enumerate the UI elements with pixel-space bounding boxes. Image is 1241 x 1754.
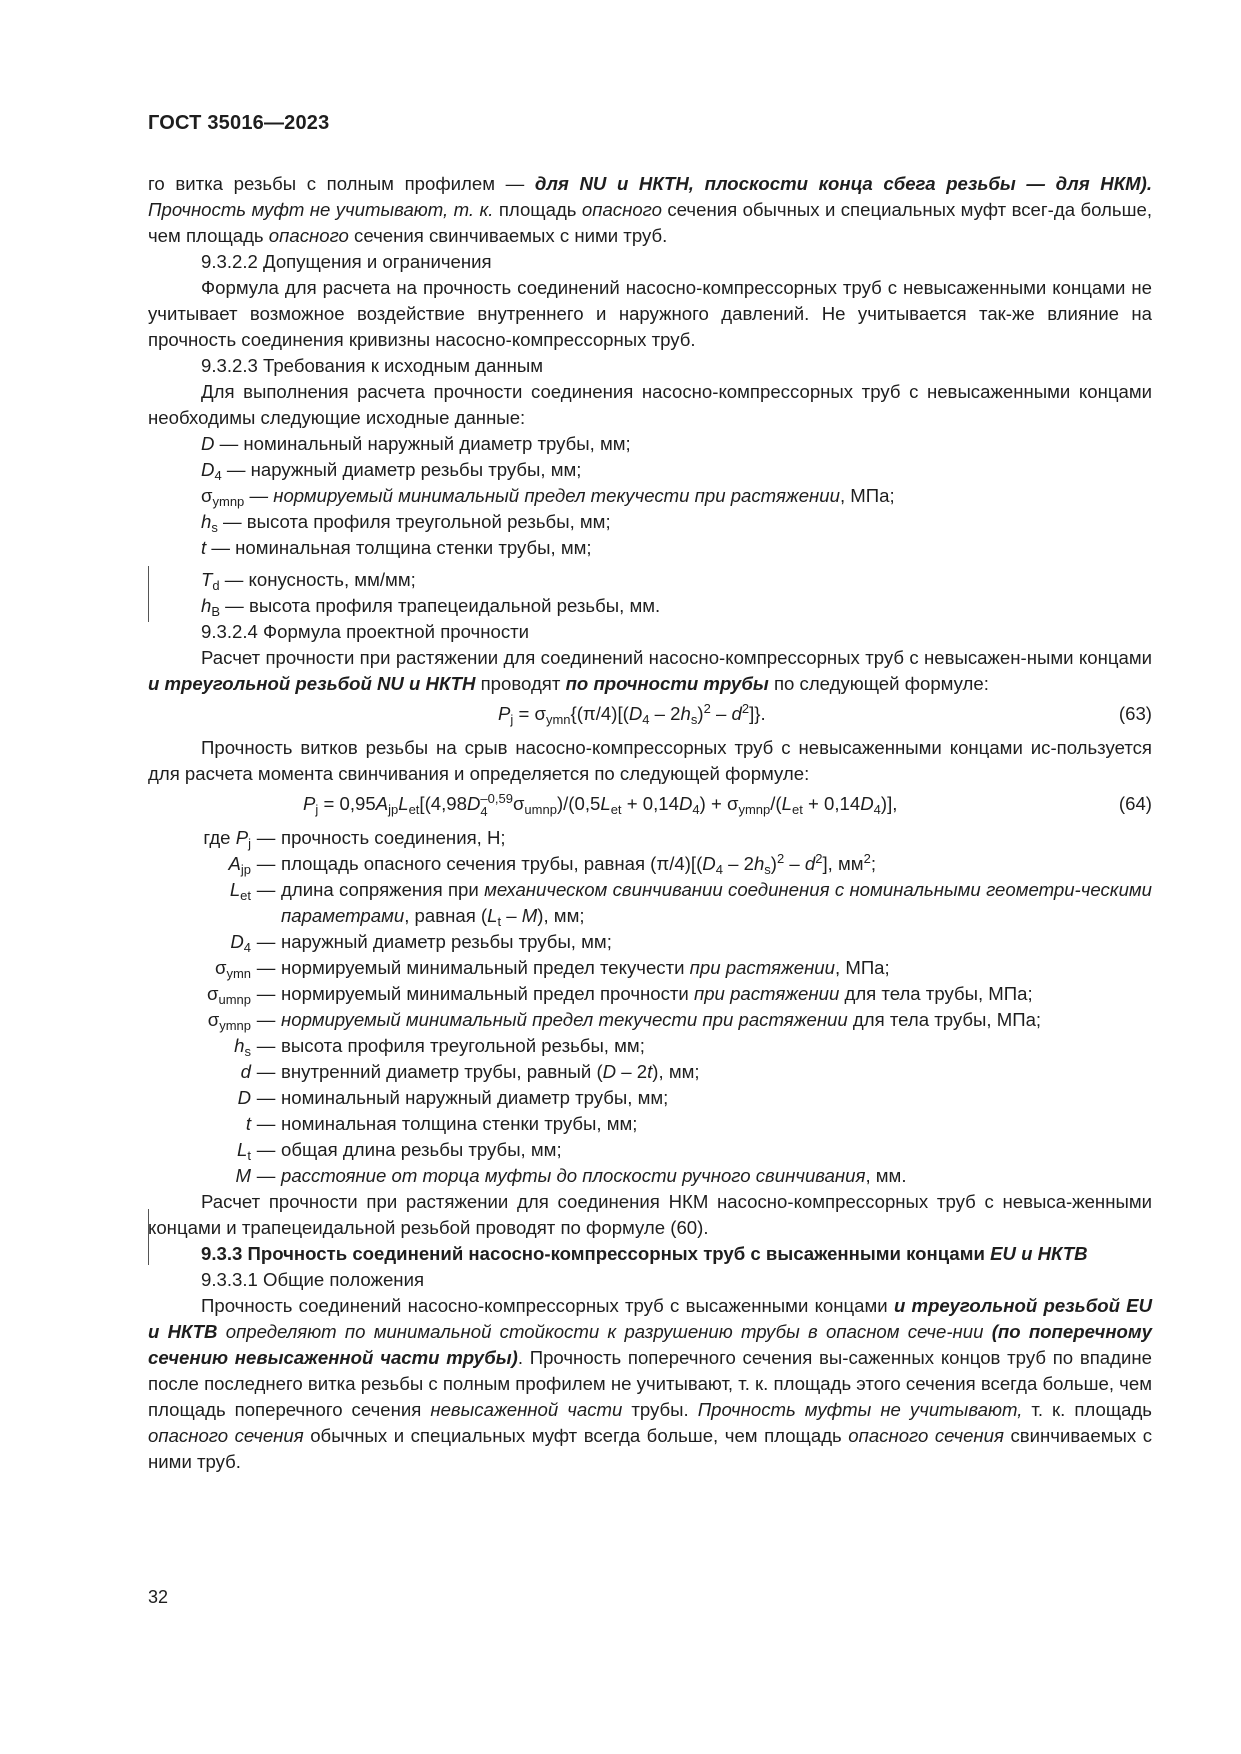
document-body <box>148 171 1152 1475</box>
input-item: D — номинальный наружный диаметр трубы, мм; <box>201 433 631 454</box>
definition-item: $h_s$ — высота профиля треугольной резьбы, мм; <box>234 1035 645 1059</box>
definition-item: $\sigma_{umnp}$ — нормируемый минимальный предел прочности при растяжении для тела трубы, МПа; <box>206 983 1033 1007</box>
definition-item: $A_{jp}$ — площадь опасного сечения трубы, равная $(\pi/4)[(D_4 - 2h_s)^2 - d^2]$, $мм^2$; <box>228 851 876 877</box>
paragraph: Прочность соединений насосно-компрессорных труб с высаженными концами и треугольной резьбой EU и НКТВ определяют по минимальной стойкости к разрушению трубы в опасном сече-нии (по поперечному сечению невысаженной части трубы). Прочность поперечного сечения вы-саженных концов труб по впадине после последнего витка резьбы с полным профилем не учитывают, т. к. площадь этого сечения всегда больше, чем площадь поперечного сечения невысаженной части трубы. Прочность муфты не учитывают, т. к. площадь опасного сечения обычных и специальных муфт всегда больше, чем площадь опасного сечения свинчиваемых с ними труб. <box>148 1295 1153 1472</box>
definition-item: M — расстояние от торца муфты до плоскости ручного свинчивания, мм. <box>235 1165 907 1186</box>
formula-63 <box>148 697 1152 731</box>
subsection-heading: 9.3.3.1 Общие положения <box>201 1269 425 1290</box>
definition-item: t — номинальная толщина стенки трубы, мм; <box>245 1113 638 1134</box>
definition-item: где $P_j$ — прочность соединения, Н; <box>203 827 506 851</box>
definition-item: $\sigma_{ymn}$ — нормируемый минимальный предел текучести при растяжении, МПа; <box>214 957 890 981</box>
paragraph: Расчет прочности при растяжении для соединений насосно-компрессорных труб с невысажен-ными концами и треугольной резьбой NU и НКТН проводят по прочности трубы по следующей формуле: <box>148 647 1152 694</box>
subsection-heading: 9.3.2.3 Требования к исходным данным <box>201 355 544 376</box>
paragraph: Расчет прочности при растяжении для соединения НКМ насосно-компрессорных труб с невыса-женными концами и трапецеидальной резьбой проводят по формуле (60). <box>148 1191 1152 1238</box>
subsection-heading: 9.3.2.4 Формула проектной прочности <box>201 621 530 642</box>
input-item: $h_s$ — высота профиля треугольной резьбы, мм; <box>201 511 611 535</box>
definition-item: $L_{et}$ — длина сопряжения при механическом свинчивании соединения с номинальными геометри-ческими параметрами, равная $(L_t - M)$, мм; <box>229 879 1152 929</box>
paragraph: го витка резьбы с полным профилем — для NU и НКТН, плоскости конца сбега резьбы — для НКМ). Прочность муфт не учитывают, т. к. площадь опасного сечения обычных и специальных муфт всег-да больше, чем площадь опасного сечения свинчиваемых с ними труб. <box>148 173 1152 246</box>
equation-number: (63) <box>1118 703 1152 724</box>
document-header: ГОСТ 35016—2023 <box>148 112 330 134</box>
formula-64 <box>148 787 1152 821</box>
symbol-definitions <box>148 825 1152 1189</box>
formula-expression: $P_j = 0,95A_{jp}L_{et}[(4,98D$ –0,59 4 $\sigma_{umnp})/(0,5L_{et} + 0,14D_4) + \sigma_{ymnp}/(L_{et} + 0,14D_4)$], <box>303 791 898 819</box>
paragraph: Прочность витков резьбы на срыв насосно-компрессорных труб с невысаженными концами ис-пользуется для расчета момента свинчивания и определяется по следующей формуле: <box>148 737 1152 784</box>
paragraph: Для выполнения расчета прочности соединения насосно-компрессорных труб с невысаженными концами необходимы следующие исходные данные: <box>148 381 1152 428</box>
paragraph: Формула для расчета на прочность соединений насосно-компрессорных труб с невысаженными концами не учитывает возможное воздействие внутреннего и наружного давлений. Не учитывается так-же влияние на прочность соединения кривизны насосно-компрессорных труб. <box>148 277 1152 350</box>
input-item: $T_d$ — конусность, мм/мм; <box>201 569 416 593</box>
subsection-heading: 9.3.2.2 Допущения и ограничения <box>201 251 492 272</box>
input-item: t — номинальная толщина стенки трубы, мм; <box>201 537 592 558</box>
formula-expression: $P_j = \sigma_{ymn}\{(\pi/4)[(D_4 - 2h_s)^2 - d^2]\}$. <box>498 701 766 727</box>
definition-item: $\sigma_{ymnp}$ — нормируемый минимальный предел текучести при растяжении для тела трубы, МПа; <box>207 1009 1042 1033</box>
definition-item: $L_t$ — общая длина резьбы трубы, мм; <box>237 1139 562 1163</box>
definition-item: d — внутренний диаметр трубы, равный (D – 2t), мм; <box>240 1061 700 1082</box>
definition-item: D — номинальный наружный диаметр трубы, мм; <box>237 1087 669 1108</box>
input-item: $\sigma_{ymnp}$ — нормируемый минимальный предел текучести при растяжении, МПа; <box>201 485 895 509</box>
page-number: 32 <box>148 1587 169 1607</box>
section-heading: 9.3.3 Прочность соединений насосно-компрессорных труб с высаженными концами EU и НКТВ <box>201 1243 1088 1264</box>
input-item: $D_4$ — наружный диаметр резьбы трубы, мм; <box>201 459 582 483</box>
equation-number: (64) <box>1118 793 1152 814</box>
definition-item: $D_4$ — наружный диаметр резьбы трубы, мм; <box>230 931 612 955</box>
input-item: $h_B$ — высота профиля трапецеидальной резьбы, мм. <box>201 595 661 619</box>
